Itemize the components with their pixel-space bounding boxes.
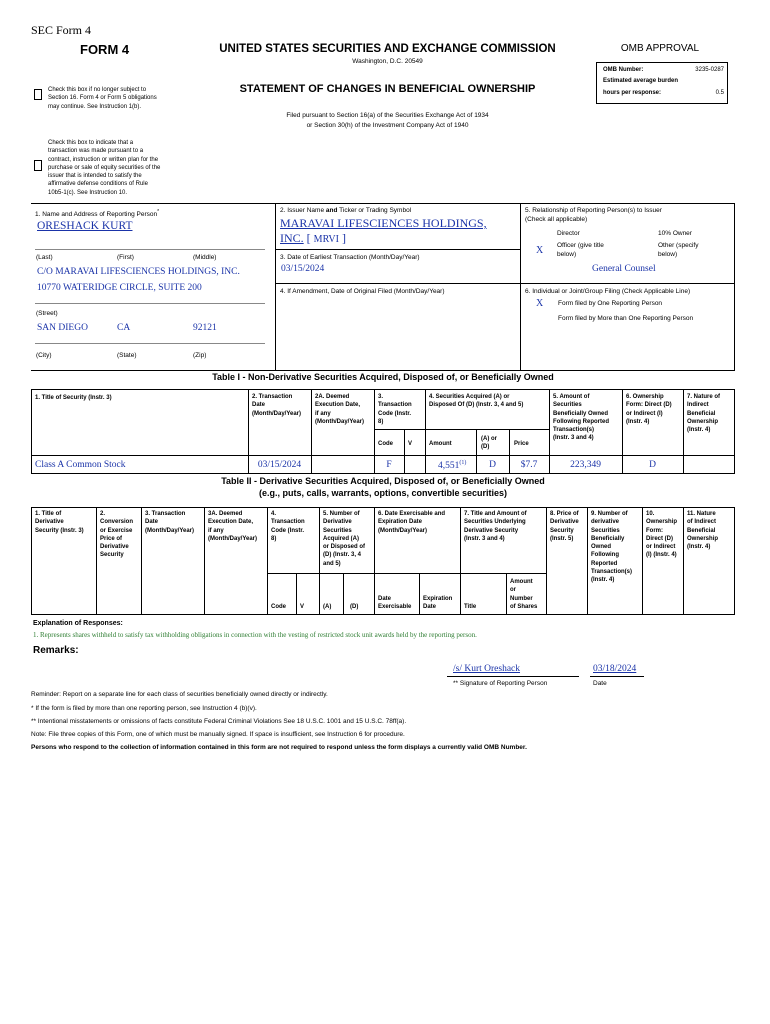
date-label: Date (593, 680, 607, 687)
agency-city: Washington, D.C. 20549 (352, 58, 423, 65)
t2-col-nature: 11. Nature of Indirect Beneficial Ownership (Instr. 4) (687, 511, 719, 551)
signature-label: ** Signature of Reporting Person (453, 680, 548, 687)
omb-hours-value: 0.5 (715, 90, 724, 96)
t1-row-amount: 4,551$^{(1)}$ (438, 460, 467, 472)
ten-percent-owner-label: 10% Owner (658, 230, 692, 237)
city-label: (City) (36, 352, 52, 359)
t1-row-code: F (386, 460, 392, 470)
box5-label: 5. Relationship of Reporting Person(s) to Issuer (Check all applicable) (525, 207, 662, 223)
state-value: CA (117, 323, 131, 333)
t2-sub-expiration: Expiration Date (423, 596, 453, 611)
issuer-name: MARAVAI LIFESCIENCES HOLDINGS, INC. [ MRVI ] (280, 216, 487, 245)
address-line-1: C/O MARAVAI LIFESCIENCES HOLDINGS, INC. (37, 267, 240, 277)
t2-col-transaction-date: 3. Transaction Date (Month/Day/Year) (145, 511, 195, 534)
no-longer-subject-text: Check this box if no longer subject to Section 16. Form 4 or Form 5 obligations may continue. See Instruction 1(b). (48, 87, 157, 110)
table1-title: Table I - Non-Derivative Securities Acquired, Disposed of, or Beneficially Owned (212, 372, 554, 382)
t2-col-number-derivative: 5. Number of Derivative Securities Acquired (A) or Disposed of (D) (Instr. 3, 4 and 5) (323, 511, 366, 567)
footer-misstatements: ** Intentional misstatements or omissions of facts constitute Federal Criminal Violations See 18 U.S.C. 1001 and 15 U.S.C. 78ff(a). (31, 718, 407, 725)
last-label: (Last) (36, 254, 53, 261)
rule-10b5-text: Check this box to indicate that a transaction was made pursuant to a contract, instruction or written plan for the purchase or sale of equity securities of the issuer that is intended to satisfy the affirmative defense conditions of Rule 10b5-1(c). See Instruction 10. (48, 140, 161, 196)
footer-reminder: Reminder: Report on a separate line for each class of securities beneficially owned directly or indirectly. (31, 691, 328, 698)
t2-sub-date-exercisable: Date Exercisable (378, 596, 412, 611)
t2-col-ownership-form: 10. Ownership Form: Direct (D) or Indirect (I) (Instr. 4) (646, 511, 678, 559)
filed-pursuant-2: or Section 30(h) of the Investment Company Act of 1940 (306, 122, 469, 129)
t2-col-title: 1. Title of Derivative Security (Instr. 3) (35, 511, 84, 534)
t1-row-price: $7.7 (520, 460, 538, 470)
one-person-check-mark[interactable]: X (536, 298, 544, 309)
t1-row-amount-owned: 223,349 (570, 460, 601, 470)
omb-number-label: OMB Number: (603, 67, 644, 73)
rule-10b5-checkbox[interactable] (34, 160, 42, 171)
remarks-label: Remarks: (33, 645, 79, 656)
t2-sub-a: (A) (323, 604, 332, 610)
box6-label: 6. Individual or Joint/Group Filing (Check Applicable Line) (525, 288, 691, 295)
issuer-name-line2[interactable]: INC. (280, 231, 304, 245)
footnote-1: 1. Represents shares withheld to satisfy tax withholding obligations in connection with the vesting of restricted stock unit awards held by the reporting person. (33, 631, 477, 639)
box3-label: 3. Date of Earliest Transaction (Month/Day/Year) (280, 254, 420, 261)
t2-col-price: 8. Price of Derivative Security (Instr. 5) (550, 511, 579, 542)
t1-sub-code: Code (378, 441, 393, 447)
t1-sub-a-or-d: (A) or (D) (481, 436, 497, 451)
city-value: SAN DIEGO (37, 323, 88, 333)
t1-col-amount-owned: 5. Amount of Securities Beneficially Owned Following Reported Transaction(s) (Instr. 3 and 4) (553, 394, 609, 442)
officer-title: General Counsel (592, 264, 656, 274)
officer-check-mark[interactable]: X (536, 245, 544, 256)
t2-col-number-owned: 9. Number of derivative Securities Beneficially Owned Following Reported Transaction(s) (Instr. 4) (591, 511, 633, 584)
signature-value[interactable]: /s/ Kurt Oreshack (453, 664, 521, 674)
zip-label: (Zip) (193, 352, 207, 359)
street-label: (Street) (36, 310, 58, 317)
t2-sub-title: Title (464, 604, 477, 610)
t1-row-a-or-d: D (489, 460, 496, 470)
t1-col-deemed: 2A. Deemed Execution Date, if any (Month/Day/Year) (315, 394, 365, 425)
t1-col-nature: 7. Nature of Indirect Beneficial Ownership (Instr. 4) (687, 394, 721, 434)
agency-name: UNITED STATES SECURITIES AND EXCHANGE COMMISSION (219, 43, 556, 55)
omb-number-value: 3235-0287 (695, 67, 724, 73)
statement-title: STATEMENT OF CHANGES IN BENEFICIAL OWNERSHIP (239, 83, 536, 95)
t1-col-title: 1. Title of Security (Instr. 3) (35, 395, 112, 401)
other-label: Other (specify below) (658, 242, 699, 258)
reporting-person-name[interactable]: ORESHACK KURT (37, 220, 133, 232)
t2-col-deemed: 3A. Deemed Execution Date, if any (Month/Day/Year) (208, 511, 258, 542)
issuer-name-line1[interactable]: MARAVAI LIFESCIENCES HOLDINGS, (280, 216, 487, 230)
t1-sub-price: Price (514, 441, 529, 447)
footer-multiple-persons: * If the form is filed by more than one reporting person, see Instruction 4 (b)(v). (31, 705, 257, 712)
box1-label: 1. Name and Address of Reporting Person* (35, 209, 160, 219)
t1-row-footnote[interactable]: (1) (459, 460, 467, 466)
box4-label: 4. If Amendment, Date of Original Filed (Month/Day/Year) (280, 288, 445, 295)
more-persons-label: Form filed by More than One Reporting Person (558, 315, 694, 322)
zip-value: 92121 (193, 323, 217, 333)
t1-col-acquired: 4. Securities Acquired (A) or Disposed Of (D) (Instr. 3, 4 and 5) (429, 394, 524, 409)
t2-sub-v: V (300, 604, 305, 610)
t2-sub-amount: Amount or Number of Shares (510, 579, 538, 610)
first-label: (First) (117, 254, 134, 261)
explanation-label: Explanation of Responses: (33, 620, 123, 627)
omb-hours-label: hours per response: (603, 90, 662, 96)
t1-row-title: Class A Common Stock (35, 460, 126, 470)
form-title: FORM 4 (80, 42, 130, 57)
t2-col-code: 4. Transaction Code (Instr. 8) (271, 511, 305, 542)
middle-label: (Middle) (193, 254, 217, 261)
t2-col-conversion: 2. Conversion or Exercise Price of Derivative Security (100, 511, 134, 559)
omb-burden-label: Estimated average burden (603, 78, 679, 84)
t1-col-ownership-form: 6. Ownership Form: Direct (D) or Indirect (I) (Instr. 4) (626, 394, 672, 425)
no-longer-subject-checkbox[interactable] (34, 89, 42, 100)
officer-label: Officer (give title below) (557, 242, 604, 258)
t1-sub-amount: Amount (429, 441, 452, 447)
t1-row-date: 03/15/2024 (257, 460, 302, 470)
t1-col-date: 2. Transaction Date (Month/Day/Year) (252, 394, 302, 417)
earliest-transaction-date: 03/15/2024 (281, 264, 325, 274)
form-top-label: SEC Form 4 (31, 23, 92, 37)
t2-sub-d: (D) (350, 604, 359, 610)
t1-sub-v: V (408, 441, 413, 447)
filed-pursuant-1: Filed pursuant to Section 16(a) of the Securities Exchange Act of 1934 (286, 112, 489, 119)
t1-row-ownership-form: D (649, 460, 656, 470)
issuer-ticker: MRVI (313, 234, 339, 245)
t2-sub-code: Code (271, 604, 286, 610)
address-line-2: 10770 WATERIDGE CIRCLE, SUITE 200 (37, 283, 202, 293)
box2-label: 2. Issuer Name and Ticker or Trading Symbol (280, 207, 412, 214)
t2-col-exercisable: 6. Date Exercisable and Expiration Date (Month/Day/Year) (378, 511, 446, 534)
one-person-label: Form filed by One Reporting Person (558, 300, 663, 307)
footer-omb-notice: Persons who respond to the collection of information contained in this form are not required to respond unless the form displays a currently valid OMB Number. (31, 744, 527, 751)
director-label: Director (557, 230, 580, 237)
table2-title: Table II - Derivative Securities Acquired, Disposed of, or Beneficially Owned (e.g., puts, calls, warrants, options, convertible securities) (221, 476, 545, 498)
t2-col-underlying: 7. Title and Amount of Securities Underlying Derivative Security (Instr. 3 and 4) (464, 511, 527, 542)
signature-date[interactable]: 03/18/2024 (593, 664, 637, 674)
omb-title: OMB APPROVAL (620, 43, 700, 54)
footer-copies-note: Note: File three copies of this Form, one of which must be manually signed. If space is insufficient, see Instruction 6 for procedure. (31, 731, 405, 738)
t1-col-code: 3. Transaction Code (Instr. 8) (378, 394, 412, 425)
state-label: (State) (117, 352, 137, 359)
